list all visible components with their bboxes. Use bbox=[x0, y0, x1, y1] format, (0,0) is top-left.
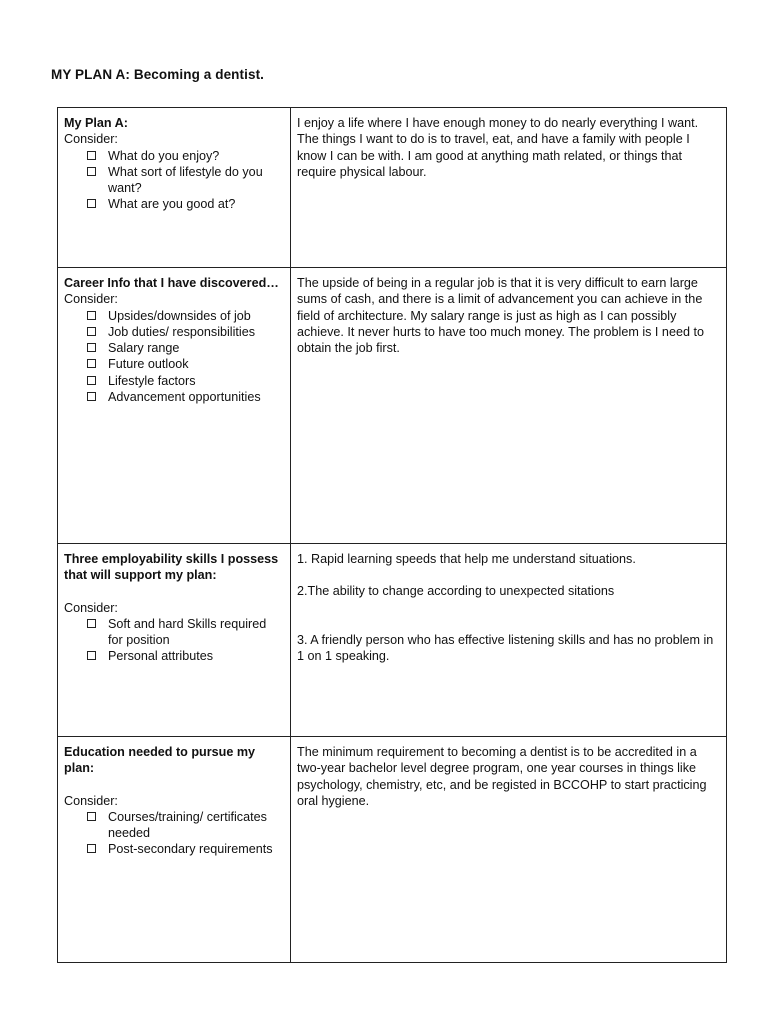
list-item: Advancement opportunities bbox=[85, 389, 284, 405]
list-item: Personal attributes bbox=[85, 648, 284, 664]
prompt-cell bbox=[58, 737, 291, 963]
list-item: Courses/training/ certificates needed bbox=[85, 809, 284, 842]
table-row bbox=[58, 268, 727, 544]
answer-text: The minimum requirement to becoming a dentist is to be accredited in a two-year bachelor level degree program, one year courses in things like psychology, chemistry, etc, and be registed in BCCOHP to start practicing oral hygiene. bbox=[297, 745, 707, 808]
checkbox-icon bbox=[87, 844, 96, 853]
checklist bbox=[64, 148, 284, 213]
answer-cell bbox=[291, 544, 727, 737]
checkbox-icon bbox=[87, 343, 96, 352]
checkbox-icon bbox=[87, 376, 96, 385]
section-heading: Education needed to pursue my plan: bbox=[64, 745, 256, 776]
consider-label: Consider: bbox=[64, 132, 118, 147]
prompt-cell bbox=[58, 108, 291, 268]
answer-cell bbox=[291, 268, 727, 544]
list-item: What sort of lifestyle do you want? bbox=[85, 164, 284, 197]
checkbox-icon bbox=[87, 651, 96, 660]
checkbox-icon bbox=[87, 359, 96, 368]
checkbox-icon bbox=[87, 167, 96, 176]
skill-text: 1. Rapid learning speeds that help me understand situations. bbox=[297, 552, 636, 566]
checkbox-icon bbox=[87, 619, 96, 628]
prompt-cell bbox=[58, 544, 291, 737]
checkbox-icon bbox=[87, 327, 96, 336]
answer-text: The upside of being in a regular job is that it is very difficult to earn large sums of cash, and there is a limit of advancement you can achieve in the field of architecture. My salary range is just as high as I can possibly achieve. It never hurts to have too much money. The problem is I need to obtain the job first. bbox=[297, 276, 704, 356]
table-row bbox=[58, 737, 727, 963]
list-item: Future outlook bbox=[85, 356, 284, 372]
list-item: Lifestyle factors bbox=[85, 373, 284, 389]
answer-cell bbox=[291, 108, 727, 268]
checkbox-icon bbox=[87, 151, 96, 160]
prompt-cell bbox=[58, 268, 291, 544]
consider-label: Consider: bbox=[64, 292, 118, 307]
answer-cell bbox=[291, 737, 727, 963]
section-heading: My Plan A: bbox=[64, 116, 128, 130]
table-row bbox=[58, 544, 727, 737]
consider-label: Consider: bbox=[64, 793, 118, 808]
skill-text: 2.The ability to change according to unexpected sitations bbox=[297, 584, 615, 599]
skill-text: 3. A friendly person who has effective listening skills and has no problem in 1 on 1 speaking. bbox=[297, 632, 714, 663]
list-item: Soft and hard Skills required for position bbox=[85, 616, 284, 649]
checklist bbox=[64, 809, 284, 858]
list-item: What do you enjoy? bbox=[85, 148, 284, 164]
table-row bbox=[58, 108, 727, 268]
section-heading: Career Info that I have discovered… bbox=[64, 276, 279, 290]
checklist bbox=[64, 308, 284, 406]
list-item: What are you good at? bbox=[85, 196, 284, 212]
checklist bbox=[64, 616, 284, 665]
page-title: MY PLAN A: Becoming a dentist. bbox=[51, 67, 265, 82]
section-heading: Three employability skills I possess that will support my plan: bbox=[64, 552, 279, 583]
checkbox-icon bbox=[87, 311, 96, 320]
plan-table bbox=[57, 107, 727, 963]
list-item: Salary range bbox=[85, 340, 284, 356]
checkbox-icon bbox=[87, 392, 96, 401]
answer-text: I enjoy a life where I have enough money to do nearly everything I want. The things I want to do is to travel, eat, and have a family with people I know I can be with. I am good at anything math related, or things that require physical labour. bbox=[297, 116, 699, 179]
checkbox-icon bbox=[87, 199, 96, 208]
consider-label: Consider: bbox=[64, 600, 118, 615]
list-item: Job duties/ responsibilities bbox=[85, 324, 284, 340]
checkbox-icon bbox=[87, 812, 96, 821]
list-item: Upsides/downsides of job bbox=[85, 308, 284, 324]
list-item: Post-secondary requirements bbox=[85, 841, 284, 857]
